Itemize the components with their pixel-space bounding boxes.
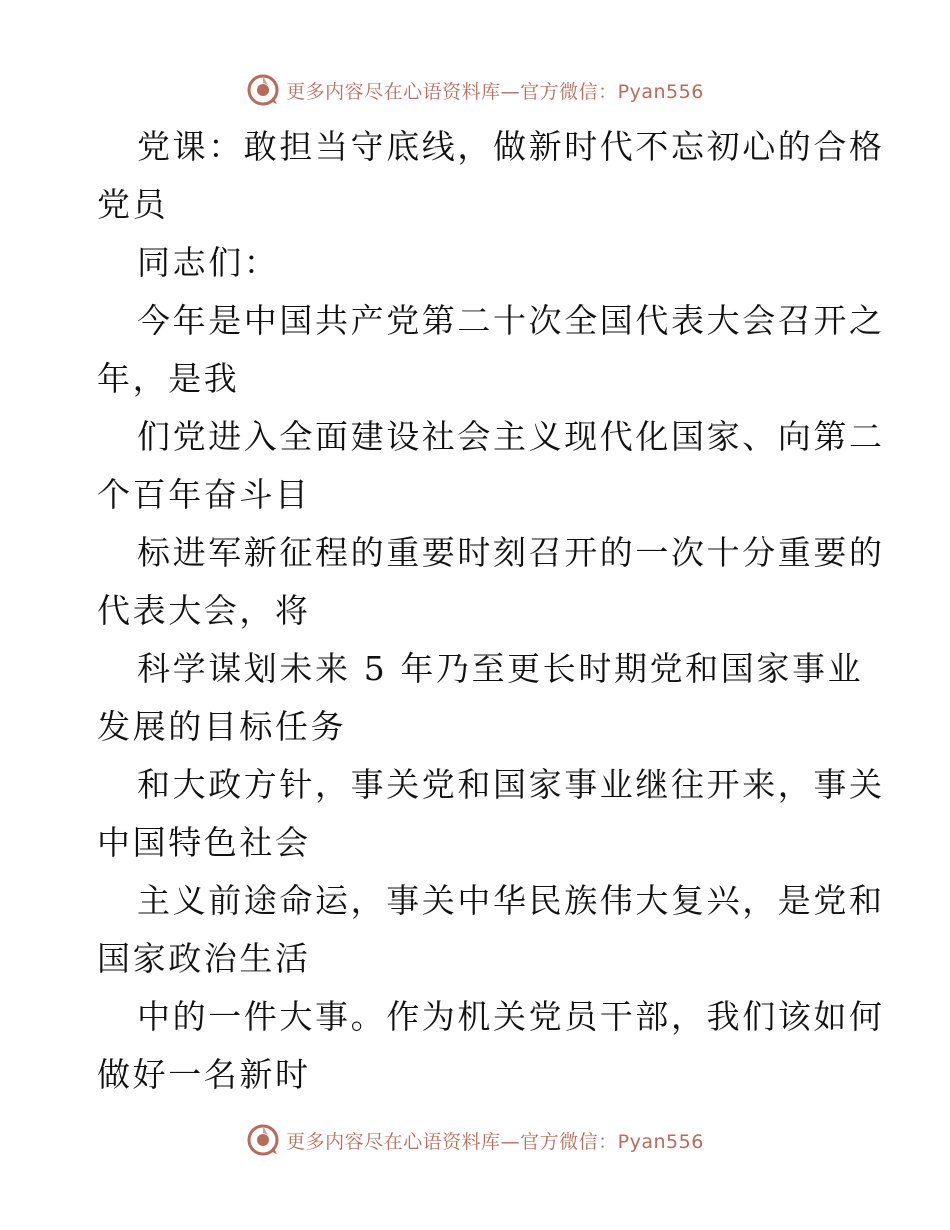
header-watermark-banner	[0, 70, 950, 110]
brand-logo-icon	[246, 73, 280, 107]
document-line: 党课：敢担当守底线，做新时代不忘初心的合格	[137, 127, 885, 166]
footer-watermark-banner	[0, 1120, 950, 1160]
brand-logo-icon	[246, 1123, 280, 1157]
header-watermark-text: 更多内容尽在心语资料库—官方微信：Pyan556	[286, 80, 704, 103]
document-line: 中国特色社会	[97, 823, 311, 862]
footer-watermark-text: 更多内容尽在心语资料库—官方微信：Pyan556	[286, 1130, 704, 1153]
document-line: 主义前途命运，事关中华民族伟大复兴，是党和	[137, 881, 885, 920]
document-line: 和大政方针，事关党和国家事业继往开来，事关	[137, 765, 885, 804]
document-line: 同志们：	[137, 243, 280, 282]
document-line: 中的一件大事。作为机关党员干部，我们该如何	[137, 997, 885, 1036]
document-line: 标进军新征程的重要时刻召开的一次十分重要的	[137, 533, 885, 572]
document-line: 年，是我	[97, 359, 240, 398]
document-line: 发展的目标任务	[97, 707, 347, 746]
document-line: 党员	[97, 185, 169, 224]
document-line: 个百年奋斗目	[97, 475, 311, 514]
document-line: 代表大会，将	[97, 591, 311, 630]
document-body	[97, 118, 885, 1104]
document-line: 们党进入全面建设社会主义现代化国家、向第二	[137, 417, 885, 456]
document-line: 国家政治生活	[97, 939, 311, 978]
document-line: 做好一名新时	[97, 1055, 311, 1094]
document-line: 今年是中国共产党第二十次全国代表大会召开之	[137, 301, 885, 340]
document-line: 科学谋划未来 5 年乃至更长时期党和国家事业	[137, 649, 864, 688]
